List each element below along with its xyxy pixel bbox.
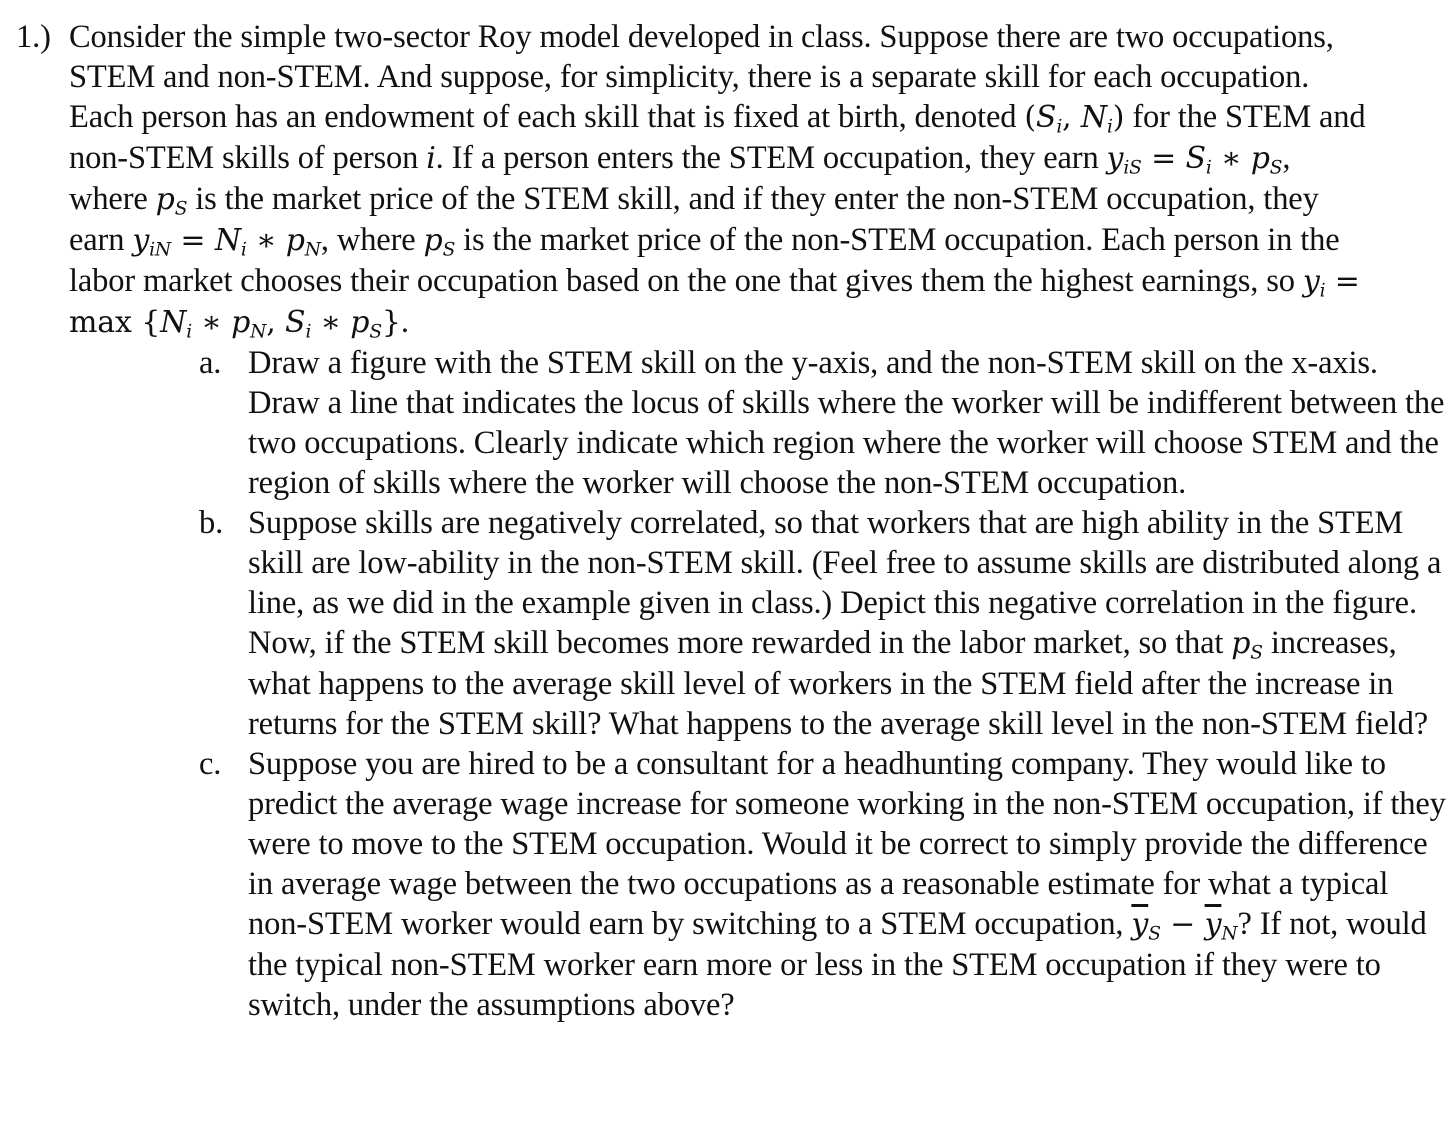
wage-difference-formula: $\overline{y}_S - \overline{y}_N$: [1131, 907, 1238, 945]
part-letter: b.: [199, 505, 224, 541]
part-letter: c.: [199, 746, 222, 782]
part-c-text: Suppose you are hired to be a consultant for a headhunting company. They would like to predict the average wage increase for someone working in the non-STEM occupation, if they were to move to the STEM occupation. Would it be correct to simply provide the difference in average wage between the two occupations as a reasonable estimate for what a typical non-STEM worker would earn by switching to a STEM occupation, $\overline{y}_S - \overline{y}_N$? If not, would the typical non-STEM worker earn more or less in the STEM occupation if they were to switch, under the assumptions above?: [248, 746, 1446, 1023]
intro-text-3: . If a person enters the STEM occupation, they earn: [435, 140, 1107, 176]
question-parts: [69, 343, 1446, 1025]
stem-price-formula-2: $p_S$: [423, 223, 456, 261]
stem-price-formula-3: $p_S$: [1231, 626, 1263, 664]
intro-text-6: , where: [320, 222, 424, 258]
part-b: [69, 503, 1442, 744]
intro-text-2: for the STEM and non-STEM skills of person: [69, 99, 1366, 176]
stem-price-formula: $p_S$: [155, 182, 188, 220]
part-letter: a.: [199, 345, 222, 381]
question-1: [0, 17, 1446, 1025]
part-b-text: Suppose skills are negatively correlated, so that workers that are high ability in the STEM skill are low-ability in the non-STEM skill. (Feel free to assume skills are distributed along a line, as we did in the example given in class.) Depict this negative correlation in the figure. Now, if the STEM skill becomes more rewarded in the labor market, so that $p_S$ increases, what happens to the average skill level of workers in the STEM field after the increase in returns for the STEM skill? What happens to the average skill level in the non-STEM field?: [248, 505, 1442, 742]
assignment-document: [0, 17, 1446, 1025]
intro-text-8: .: [400, 304, 409, 340]
question-number: 1.): [16, 19, 51, 55]
intro-text-1: Consider the simple two-sector Roy model developed in class. Suppose there are two occupations, STEM and non-STEM. And suppose, for simplicity, there is a separate skill for each occupation. Each person has an endowment of each skill that is fixed at birth, denoted: [69, 19, 1334, 135]
intro-text-7: is the market price of the non-STEM occupation. Each person in the labor market chooses their occupation based on the one that gives them the highest earnings, so: [69, 222, 1340, 299]
question-intro: [69, 17, 1369, 343]
intro-text-4: , where: [69, 140, 1291, 217]
part-c: [69, 744, 1446, 1025]
max-earnings-formula: $y_i = \max \{N_i$ ∗ $p_N$, $S_i$ ∗ $p_S$}: [69, 264, 1360, 343]
stem-earnings-formula: $y_{iS} = S_i$ ∗ $p_S$: [1106, 141, 1283, 179]
person-index-formula: i: [426, 141, 436, 176]
intro-text-5: is the market price of the STEM skill, and if they enter the non-STEM occupation, they earn: [69, 181, 1319, 258]
skills-pair-formula: ($S_i$, $N_i$): [1024, 100, 1125, 138]
part-a-text: Draw a figure with the STEM skill on the y-axis, and the non-STEM skill on the x-axis. Draw a line that indicates the locus of skills where the worker will be indifferent between the two occupations. Clearly indicate which region where the worker will choose STEM and the region of skills where the worker will choose the non-STEM occupation.: [248, 345, 1445, 501]
non-stem-earnings-formula: $y_{iN} = N_i$ ∗ $p_N$: [132, 223, 321, 261]
part-a: [69, 343, 1445, 503]
